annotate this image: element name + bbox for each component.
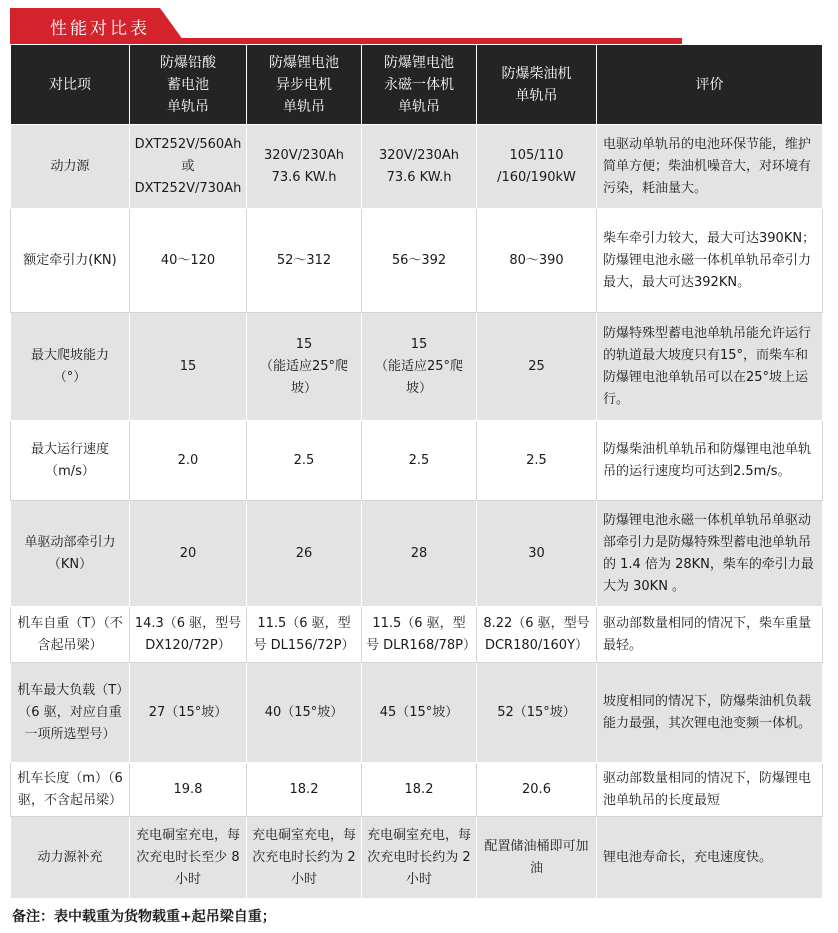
table-row <box>11 125 823 209</box>
table-row <box>11 501 823 607</box>
cell-evaluation: 柴车牵引力较大，最大可达390KN；防爆锂电池永磁一体机单轨吊牵引力最大，最大可达392KN。 <box>597 209 823 313</box>
cell-lithium-pm: 15 （能适应25°爬坡） <box>362 313 477 421</box>
cell-lithium-async: 40（15°坡） <box>247 663 362 763</box>
row-item: 机车自重（T）（不含起吊梁） <box>11 607 130 663</box>
table-row <box>11 607 823 663</box>
row-item: 最大爬坡能力 （°） <box>11 313 130 421</box>
header-diesel: 防爆柴油机 单轨吊 <box>477 45 597 125</box>
cell-evaluation: 防爆特殊型蓄电池单轨吊能允许运行的轨道最大坡度只有15°，而柴车和防爆锂电池单轨吊可以在25°坡上运行。 <box>597 313 823 421</box>
cell-lithium-pm: 320V/230Ah 73.6 KW.h <box>362 125 477 209</box>
cell-lithium-pm: 28 <box>362 501 477 607</box>
row-item: 动力源补充 <box>11 817 130 899</box>
table-row <box>11 313 823 421</box>
cell-lithium-pm: 45（15°坡） <box>362 663 477 763</box>
cell-diesel: 8.22（6 驱，型号 DCR180/160Y） <box>477 607 597 663</box>
row-item: 单驱动部牵引力 （KN） <box>11 501 130 607</box>
table-row <box>11 209 823 313</box>
cell-lead-acid: 2.0 <box>130 421 247 501</box>
page-title: 性能对比表 <box>50 19 150 39</box>
cell-lead-acid: 20 <box>130 501 247 607</box>
row-item: 机车长度（m）（6 驱，不含起吊梁） <box>11 763 130 817</box>
row-item: 额定牵引力(KN) <box>11 209 130 313</box>
cell-diesel: 25 <box>477 313 597 421</box>
cell-diesel: 20.6 <box>477 763 597 817</box>
table-row <box>11 763 823 817</box>
header-lithium-pm: 防爆锂电池 永磁一体机 单轨吊 <box>362 45 477 125</box>
cell-diesel: 2.5 <box>477 421 597 501</box>
header-lead-acid: 防爆铅酸 蓄电池 单轨吊 <box>130 45 247 125</box>
cell-evaluation: 防爆柴油机单轨吊和防爆锂电池单轨吊的运行速度均可达到2.5m/s。 <box>597 421 823 501</box>
cell-lead-acid: 27（15°坡） <box>130 663 247 763</box>
cell-evaluation: 驱动部数量相同的情况下，防爆锂电池单轨吊的长度最短 <box>597 763 823 817</box>
cell-evaluation: 电驱动单轨吊的电池环保节能，维护简单方便；柴油机噪音大，对环境有污染，耗油量大。 <box>597 125 823 209</box>
row-item: 最大运行速度 （m/s） <box>11 421 130 501</box>
title-tab <box>10 8 682 44</box>
header-item: 对比项 <box>11 45 130 125</box>
cell-evaluation: 防爆锂电池永磁一体机单轨吊单驱动部牵引力是防爆特殊型蓄电池单轨吊的 1.4 倍为 28KN，柴车的牵引力最大为 30KN 。 <box>597 501 823 607</box>
table-row <box>11 663 823 763</box>
cell-diesel: 配置储油桶即可加油 <box>477 817 597 899</box>
header-evaluation: 评价 <box>597 45 823 125</box>
cell-lithium-pm: 56～392 <box>362 209 477 313</box>
cell-lead-acid: 40～120 <box>130 209 247 313</box>
cell-lithium-async: 充电硐室充电，每次充电时长约为 2 小时 <box>247 817 362 899</box>
header-lithium-async: 防爆锂电池 异步电机 单轨吊 <box>247 45 362 125</box>
cell-diesel: 30 <box>477 501 597 607</box>
cell-lithium-pm: 充电硐室充电，每次充电时长约为 2 小时 <box>362 817 477 899</box>
comparison-table <box>10 44 823 899</box>
cell-diesel: 105/110 /160/190kW <box>477 125 597 209</box>
cell-lithium-pm: 2.5 <box>362 421 477 501</box>
cell-evaluation: 坡度相同的情况下，防爆柴油机负载能力最强，其次锂电池变频一体机。 <box>597 663 823 763</box>
cell-lithium-pm: 18.2 <box>362 763 477 817</box>
cell-diesel: 52（15°坡） <box>477 663 597 763</box>
cell-lithium-async: 26 <box>247 501 362 607</box>
header-row <box>11 45 823 125</box>
cell-lead-acid: DXT252V/560Ah 或DXT252V/730Ah <box>130 125 247 209</box>
cell-lithium-async: 52～312 <box>247 209 362 313</box>
cell-lithium-async: 320V/230Ah 73.6 KW.h <box>247 125 362 209</box>
cell-lead-acid: 14.3（6 驱，型号 DX120/72P） <box>130 607 247 663</box>
footnote: 备注：表中载重为货物载重+起吊梁自重； <box>12 909 276 925</box>
cell-lithium-async: 15 （能适应25°爬坡） <box>247 313 362 421</box>
table-row <box>11 817 823 899</box>
row-item: 机车最大负载（T）（6 驱，对应自重一项所选型号） <box>11 663 130 763</box>
cell-evaluation: 驱动部数量相同的情况下，柴车重量最轻。 <box>597 607 823 663</box>
cell-lithium-async: 18.2 <box>247 763 362 817</box>
cell-lithium-async: 11.5（6 驱，型号 DL156/72P） <box>247 607 362 663</box>
cell-evaluation: 锂电池寿命长，充电速度快。 <box>597 817 823 899</box>
table-row <box>11 421 823 501</box>
row-item: 动力源 <box>11 125 130 209</box>
cell-lead-acid: 充电硐室充电，每次充电时长至少 8 小时 <box>130 817 247 899</box>
cell-lithium-pm: 11.5（6 驱，型号 DLR168/78P） <box>362 607 477 663</box>
cell-lead-acid: 15 <box>130 313 247 421</box>
cell-lithium-async: 2.5 <box>247 421 362 501</box>
cell-diesel: 80～390 <box>477 209 597 313</box>
cell-lead-acid: 19.8 <box>130 763 247 817</box>
